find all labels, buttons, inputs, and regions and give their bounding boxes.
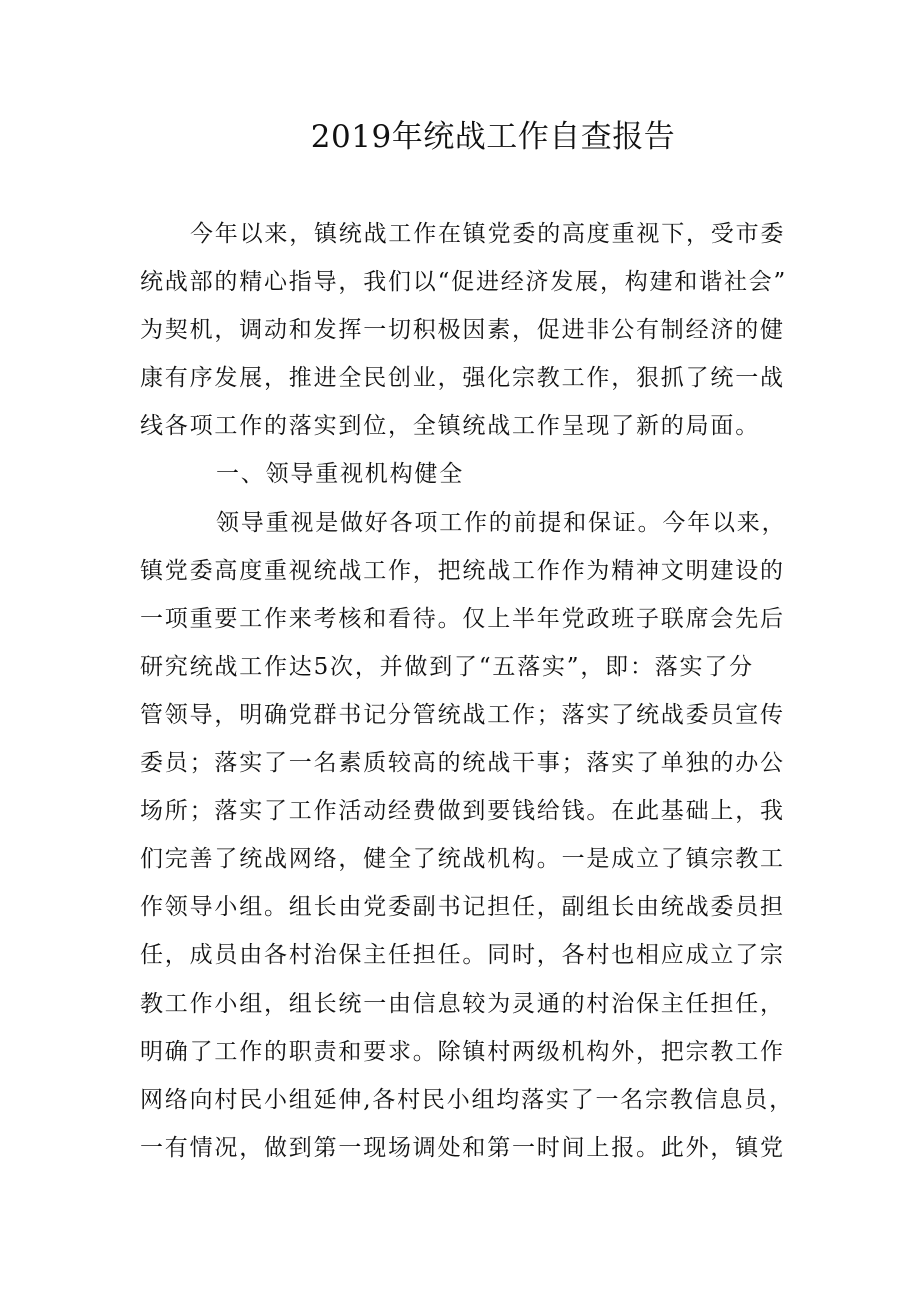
paragraph-line: 研究统战工作达5次，并做到了“五落实”，即：落实了分 — [140, 653, 754, 680]
paragraph-line: 为契机，调动和发挥一切积极因素，促进非公有制经济的健 — [140, 317, 785, 344]
document-body — [140, 210, 800, 1172]
paragraph-line: 作领导小组。组长由党委副书记担任，副组长由统战委员担 — [140, 894, 785, 921]
document-title: 2019年统战工作自查报告 — [310, 119, 676, 155]
section-heading: 一、领导重视机构健全 — [216, 461, 464, 488]
paragraph-line: 一项重要工作来考核和看待。仅上半年党政班子联席会先后 — [140, 605, 785, 632]
paragraph-line: 们完善了统战网络，健全了统战机构。一是成立了镇宗教工 — [140, 846, 785, 873]
paragraph-line: 任，成员由各村治保主任担任。同时，各村也相应成立了宗 — [140, 942, 785, 969]
paragraph-line: 康有序发展，推进全民创业，强化宗教工作，狠抓了统一战 — [140, 365, 785, 392]
paragraph-line: 线各项工作的落实到位，全镇统战工作呈现了新的局面。 — [140, 413, 760, 440]
paragraph-line: 领导重视是做好各项工作的前提和保证。今年以来， — [216, 509, 787, 536]
paragraph-line: 镇党委高度重视统战工作，把统战工作作为精神文明建设的 — [140, 557, 785, 584]
paragraph-line: 明确了工作的职责和要求。除镇村两级机构外，把宗教工作 — [140, 1038, 785, 1065]
paragraph-line: 管领导，明确党群书记分管统战工作；落实了统战委员宣传 — [140, 701, 785, 728]
paragraph-line: 统战部的精心指导，我们以“促进经济发展，构建和谐社会” — [140, 269, 788, 296]
paragraph-line: 网络向村民小组延伸,各村民小组均落实了一名宗教信息员， — [140, 1086, 794, 1113]
paragraph-line: 场所；落实了工作活动经费做到要钱给钱。在此基础上，我 — [140, 798, 785, 825]
paragraph-line: 教工作小组，组长统一由信息较为灵通的村治保主任担任， — [140, 990, 785, 1017]
paragraph-line: 委员；落实了一名素质较高的统战干事；落实了单独的办公 — [140, 750, 785, 777]
paragraph-line: 今年以来，镇统战工作在镇党委的高度重视下，受市委 — [190, 221, 786, 247]
paragraph-line: 一有情况，做到第一现场调处和第一时间上报。此外，镇党 — [140, 1134, 785, 1161]
